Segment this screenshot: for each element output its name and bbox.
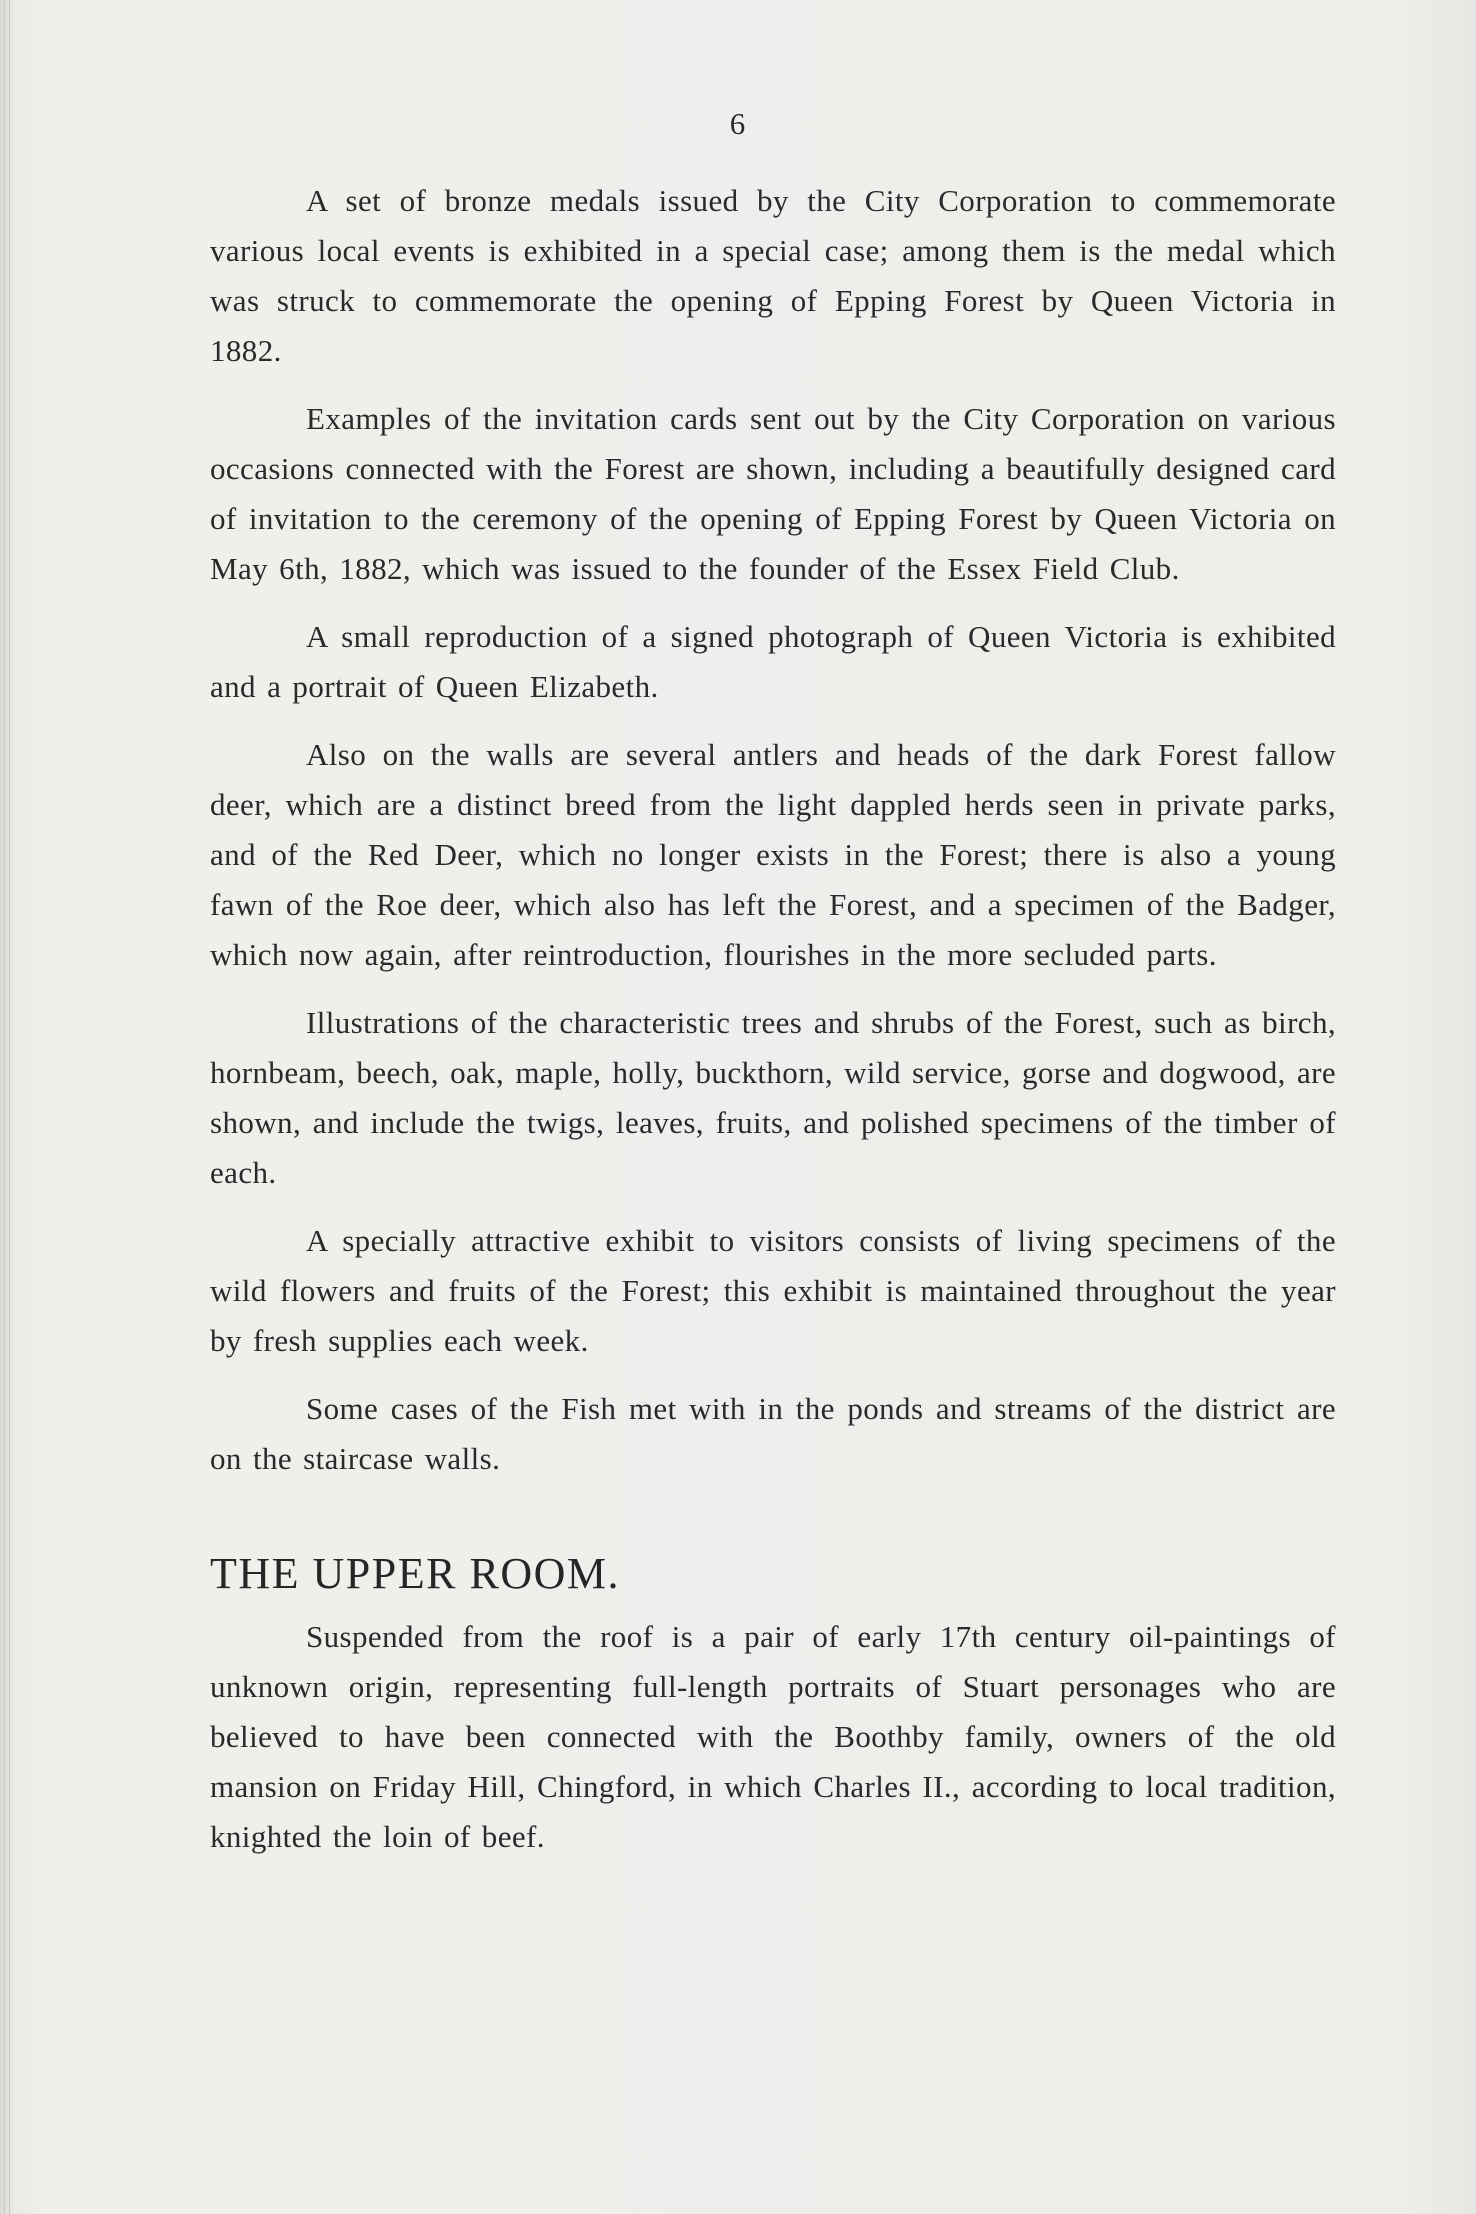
paragraph-oil-paintings: Suspended from the roof is a pair of early 17th century oil-paintings of unknown origin, representing full-length portraits of Stuart personages who are believed to have been connected with the Boothby family, owners of the old mansion on Friday Hill, Chingford, in which Charles II., according to local tradition, knighted the loin of beef. bbox=[210, 1619, 1336, 1854]
paragraph-wild-flowers: A specially attractive exhibit to visitors consists of living specimens of the wild flowers and fruits of the Forest; this exhibit is maintained throughout the year by fresh supplies each week. bbox=[210, 1223, 1336, 1358]
paragraph-fish-cases: Some cases of the Fish met with in the ponds and streams of the district are on the staircase walls. bbox=[210, 1391, 1336, 1476]
page-edge-line bbox=[9, 0, 10, 2214]
paragraph-trees-and-shrubs: Illustrations of the characteristic trees and shrubs of the Forest, such as birch, hornbeam, beech, oak, maple, holly, buckthorn, wild service, gorse and dogwood, are shown, and include the twigs, leaves, fruits, and polished specimens of the timber of each. bbox=[210, 1005, 1336, 1190]
page-body bbox=[210, 176, 1336, 1880]
section-heading-upper-room: THE UPPER ROOM. bbox=[210, 1549, 620, 1598]
paragraph-queen-victoria-photograph: A small reproduction of a signed photograph of Queen Victoria is exhibited and a portrait of Queen Elizabeth. bbox=[210, 619, 1336, 704]
paragraph-bronze-medals: A set of bronze medals issued by the City Corporation to commemorate various local events is exhibited in a special case; among them is the medal which was struck to commemorate the opening of Epping Forest by Queen Victoria in 1882. bbox=[210, 183, 1336, 368]
page-edge-line bbox=[4, 0, 5, 2214]
paragraph-antlers-and-deer: Also on the walls are several antlers and heads of the dark Forest fallow deer, which are a distinct breed from the light dappled herds seen in private parks, and of the Red Deer, which no longer exists in the Forest; there is also a young fawn of the Roe deer, which also has left the Forest, and a specimen of the Badger, which now again, after reintroduction, flourishes in the more secluded parts. bbox=[210, 737, 1336, 972]
page-number: 6 bbox=[729, 106, 747, 141]
paragraph-invitation-cards: Examples of the invitation cards sent out by the City Corporation on various occasions connected with the Forest are shown, including a beautifully designed card of invitation to the ceremony of the opening of Epping Forest by Queen Victoria on May 6th, 1882, which was issued to the founder of the Essex Field Club. bbox=[210, 401, 1336, 586]
